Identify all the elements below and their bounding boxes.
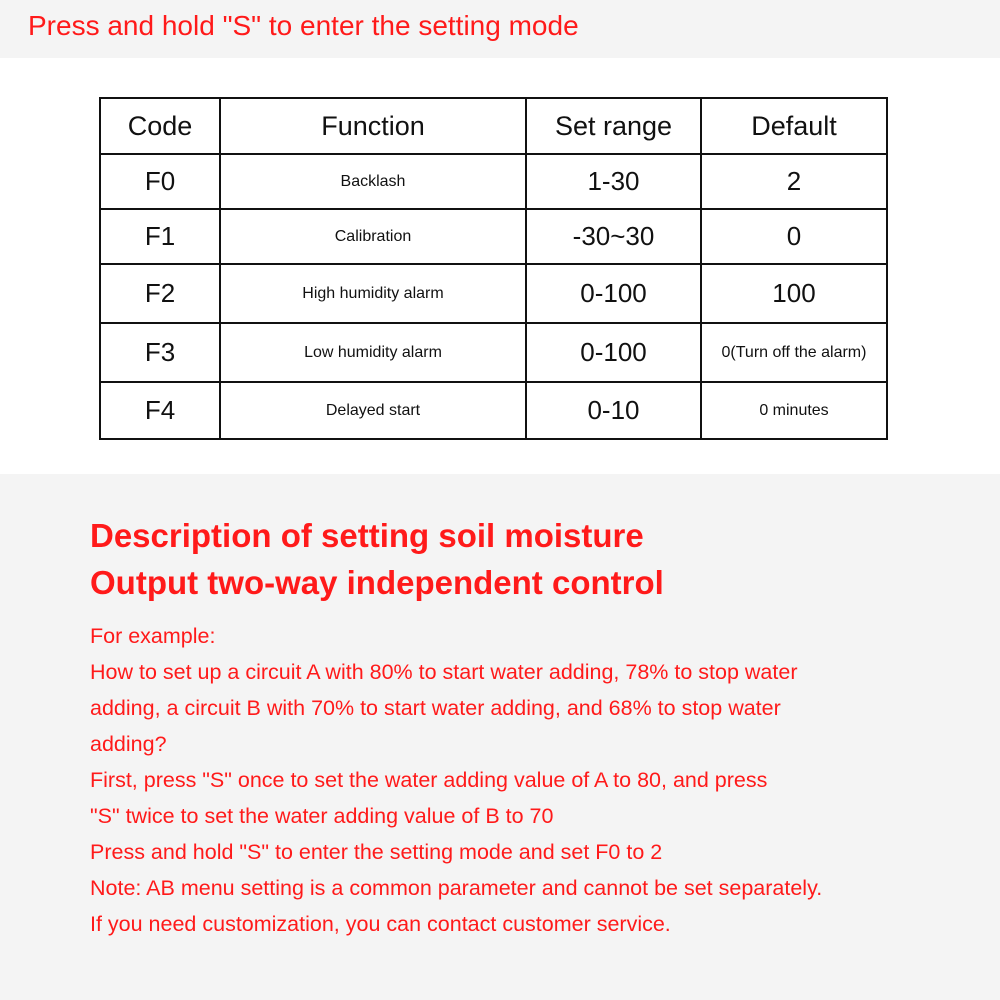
cell-range: 0-100 <box>526 264 701 323</box>
table-header-row <box>100 98 887 154</box>
page-title: Press and hold "S" to enter the setting mode <box>28 10 579 41</box>
cell-function: Backlash <box>220 154 526 209</box>
table-row <box>100 323 887 382</box>
description-line: Note: AB menu setting is a common parameter and cannot be set separately. <box>90 876 823 900</box>
description-subheading: Output two-way independent control <box>90 564 664 601</box>
header-set-range: Set range <box>526 98 701 154</box>
cell-function: High humidity alarm <box>220 264 526 323</box>
description-line: adding, a circuit B with 70% to start water adding, and 68% to stop water <box>90 696 781 720</box>
cell-default: 0 minutes <box>701 382 887 439</box>
cell-code: F1 <box>100 209 220 264</box>
cell-range: 0-10 <box>526 382 701 439</box>
cell-default: 0 <box>701 209 887 264</box>
cell-function: Delayed start <box>220 382 526 439</box>
cell-function: Calibration <box>220 209 526 264</box>
description-line: For example: <box>90 624 216 648</box>
header-function: Function <box>220 98 526 154</box>
cell-range: -30~30 <box>526 209 701 264</box>
cell-default: 0(Turn off the alarm) <box>701 323 887 382</box>
cell-code: F3 <box>100 323 220 382</box>
cell-code: F0 <box>100 154 220 209</box>
description-line: adding? <box>90 732 167 756</box>
cell-default: 100 <box>701 264 887 323</box>
description-line: First, press "S" once to set the water adding value of A to 80, and press <box>90 768 768 792</box>
description-heading: Description of setting soil moisture <box>90 517 644 554</box>
table-row <box>100 382 887 439</box>
header-default: Default <box>701 98 887 154</box>
table-row <box>100 154 887 209</box>
cell-code: F4 <box>100 382 220 439</box>
cell-default: 2 <box>701 154 887 209</box>
settings-table <box>99 97 888 440</box>
description-line: If you need customization, you can contact customer service. <box>90 912 671 936</box>
header-code: Code <box>100 98 220 154</box>
cell-function: Low humidity alarm <box>220 323 526 382</box>
description-line: "S" twice to set the water adding value of B to 70 <box>90 804 554 828</box>
cell-range: 0-100 <box>526 323 701 382</box>
table-row <box>100 264 887 323</box>
description-line: How to set up a circuit A with 80% to start water adding, 78% to stop water <box>90 660 798 684</box>
cell-range: 1-30 <box>526 154 701 209</box>
table-row <box>100 209 887 264</box>
cell-code: F2 <box>100 264 220 323</box>
description-line: Press and hold "S" to enter the setting mode and set F0 to 2 <box>90 840 663 864</box>
